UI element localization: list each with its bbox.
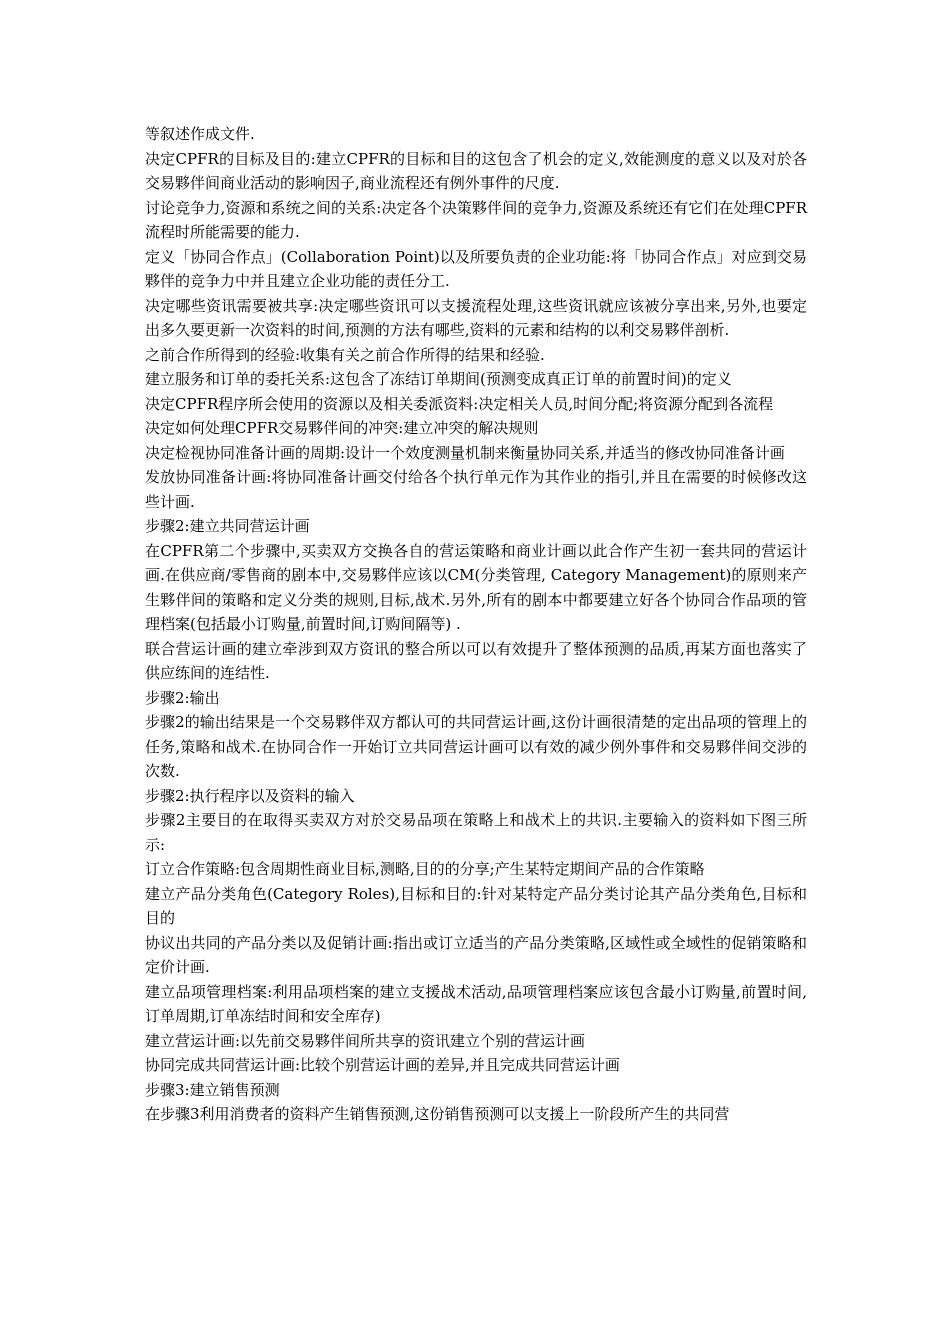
paragraph: 建立品项管理档案:利用品项档案的建立支援战术活动,品项管理档案应该包含最小订购量,前置时间,订单周期,订单冻结时间和安全库存): [145, 982, 807, 1025]
paragraph: 协同完成共同营运计画:比较个别营运计画的差异,并且完成共同营运计画: [145, 1056, 620, 1074]
paragraph: 决定CPFR的目标及目的:建立CPFR的目标和目的这包含了机会的定义,效能测度的意义以及对於各交易夥伴间商业活动的影响因子,商业流程还有例外事件的尺度.: [145, 149, 807, 192]
section-heading: 步骤3:建立销售预测: [145, 1080, 280, 1099]
section-heading: 步骤2:建立共同营运计画: [145, 517, 310, 535]
paragraph: 建立产品分类角色(Category Roles),目标和目的:针对某特定产品分类讨论其产品分类角色,目标和目的: [145, 884, 807, 927]
document-body: [145, 122, 807, 1127]
section-heading: 步骤2:执行程序以及资料的输入: [145, 786, 355, 805]
paragraph: 协议出共同的产品分类以及促销计画:指出或订立适当的产品分类策略,区域性或全域性的促销策略和定价计画.: [145, 933, 807, 976]
paragraph: 联合营运计画的建立牵涉到双方资讯的整合所以可以有效提升了整体预测的品质,再某方面也落实了供应练间的连结性.: [145, 639, 807, 682]
paragraph: 步骤2的输出结果是一个交易夥伴双方都认可的共同营运计画,这份计画很清楚的定出品项的管理上的任务,策略和战术.在协同合作一开始订立共同营运计画可以有效的减少例外事件和交易夥伴间交涉的次数.: [145, 713, 807, 780]
section-heading: 步骤2:输出: [145, 688, 220, 707]
paragraph: 决定哪些资讯需要被共享:决定哪些资讯可以支援流程处理,这些资讯就应该被分享出来,另外,也要定出多久要更新一次资料的时间,预测的方法有哪些,资料的元素和结构的以利交易夥伴剖析.: [145, 296, 807, 339]
paragraph: 定义「协同合作点」(Collaboration Point)以及所要负责的企业功能:将「协同合作点」对应到交易夥伴的竞争力中并且建立企业功能的责任分工.: [145, 247, 807, 290]
paragraph: 建立服务和订单的委托关系:这包含了冻结订单期间(预测变成真正订单的前置时间)的定义: [145, 370, 732, 388]
paragraph: 在CPFR第二个步骤中,买卖双方交换各自的营运策略和商业计画以此合作产生初一套共同的营运计画.在供应商/零售商的剧本中,交易夥伴应该以CM(分类管理, Category Management)的原则来产生夥伴间的策略和定义分类的规则,目标,战术.另外,所有的剧本中都要建立好各个协同合作品项的管理档案(包括最小订购量,前置时间,订购间隔等) .: [145, 541, 807, 633]
paragraph: 等叙述作成文件.: [145, 125, 255, 143]
paragraph: 之前合作所得到的经验:收集有关之前合作所得的结果和经验.: [145, 345, 545, 364]
paragraph: 决定检视协同准备计画的周期:设计一个效度测量机制来衡量协同关系,并适当的修改协同准备计画: [145, 443, 785, 462]
paragraph: 步骤2主要目的在取得买卖双方对於交易品项在策略上和战术上的共识.主要输入的资料如下图三所示:: [145, 811, 807, 854]
paragraph: 决定如何处理CPFR交易夥伴间的冲突:建立冲突的解决规则: [145, 419, 539, 437]
paragraph: 发放协同准备计画:将协同准备计画交付给各个执行单元作为其作业的指引,并且在需要的时候修改这些计画.: [145, 468, 807, 511]
paragraph: 在步骤3利用消费者的资料产生销售预测,这份销售预测可以支援上一阶段所产生的共同营: [145, 1105, 730, 1123]
paragraph: 讨论竞争力,资源和系统之间的关系:决定各个决策夥伴间的竞争力,资源及系统还有它们在处理CPFR流程时所能需要的能力.: [145, 198, 807, 241]
paragraph: 建立营运计画:以先前交易夥伴间所共享的资讯建立个别的营运计画: [145, 1031, 586, 1050]
paragraph: 决定CPFR程序所会使用的资源以及相关委派资料:决定相关人员,时间分配;将资源分配到各流程: [145, 394, 774, 413]
paragraph: 订立合作策略:包含周期性商业目标,测略,目的的分享;产生某特定期间产品的合作策略: [145, 860, 705, 878]
